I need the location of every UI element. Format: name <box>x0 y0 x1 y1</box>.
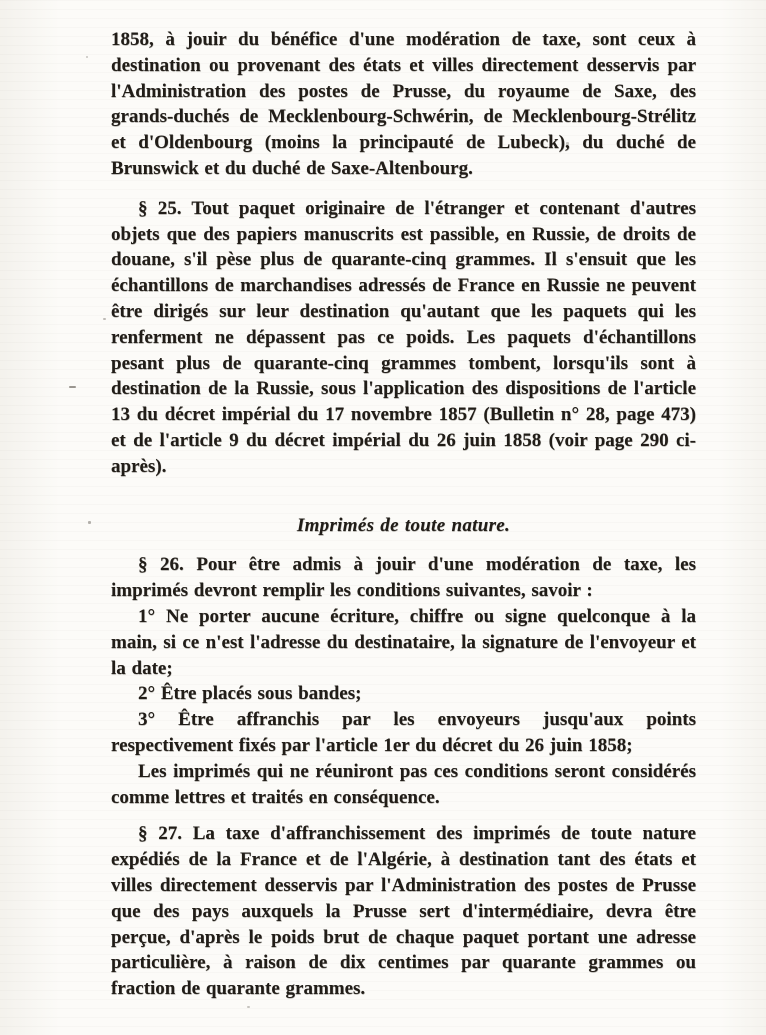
scan-speck <box>103 318 106 320</box>
scan-speck <box>247 1006 250 1008</box>
paragraph-section-26-intro: § 26. Pour être admis à jouir d'une modération de taxe, les imprimés devront remplir les conditions suivantes, savoir : <box>111 554 696 602</box>
paragraph-section-25: § 25. Tout paquet originaire de l'étranger et contenant d'autres objets que des papiers manuscrits est passible, en Russie, de droits de douane, s'il pèse plus de quarante-cinq grammes. Il s'ensuit que les échantillons de marchandises adressés de France en Russie ne peuvent être dirigés sur leur destination qu'autant que les paquets qui les renferment ne dépassent pas ce poids. Les paquets d'échantillons pesant plus de quarante-cinq grammes tombent, lorsqu'ils sont à destination de la Russie, sous l'application des dispositions de l'article 13 du décret impérial du 17 novembre 1857 (Bulletin n° 28, page 473) et de l'article 9 du décret impérial du 26 juin 1858 (voir page 290 ci-après). <box>111 197 696 477</box>
scan-speck <box>86 56 88 58</box>
scan-speck <box>69 386 76 388</box>
paragraph-continuation-1858: 1858, à jouir du bénéfice d'une modération de taxe, sont ceux à destination ou provenant des états et villes directement desservis par l'Administration des postes de Prusse, du royaume de Saxe, des grands-duchés de Mecklenbourg-Schwérin, de Mecklenbourg-Strélitz et d'Oldenbourg (moins la principauté de Lubeck), du duché de Brunswick et du duché de Saxe-Altenbourg. <box>111 29 696 179</box>
condition-item-3: 3° Être affranchis par les envoyeurs jusqu'aux points respectivement fixés par l'article 1er du décret du 26 juin 1858; <box>111 709 696 756</box>
condition-item-1: 1° Ne porter aucune écriture, chiffre ou signe quelconque à la main, si ce n'est l'adresse du destinataire, la signature de l'envoyeur et la date; <box>111 605 696 679</box>
paragraph-conditions-note: Les imprimés qui ne réuniront pas ces conditions seront considérés comme lettres et traités en conséquence. <box>111 760 696 808</box>
scan-speck <box>88 521 91 524</box>
condition-item-2: 2° Être placés sous bandes; <box>138 683 362 705</box>
paragraph-section-27: § 27. La taxe d'affranchissement des imprimés de toute nature expédiés de la France et de l'Algérie, à destination tant des états et villes directement desservis par l'Administration des postes de Prusse que des pays auxquels la Prusse sert d'intermédiaire, devra être perçue, d'après le poids brut de chaque paquet portant une adresse particulière, à raison de dix centimes par quarante grammes ou fraction de quarante grammes. <box>111 823 696 1000</box>
text-column <box>111 27 696 1002</box>
section-heading-imprimes: Imprimés de toute nature. <box>296 514 511 536</box>
